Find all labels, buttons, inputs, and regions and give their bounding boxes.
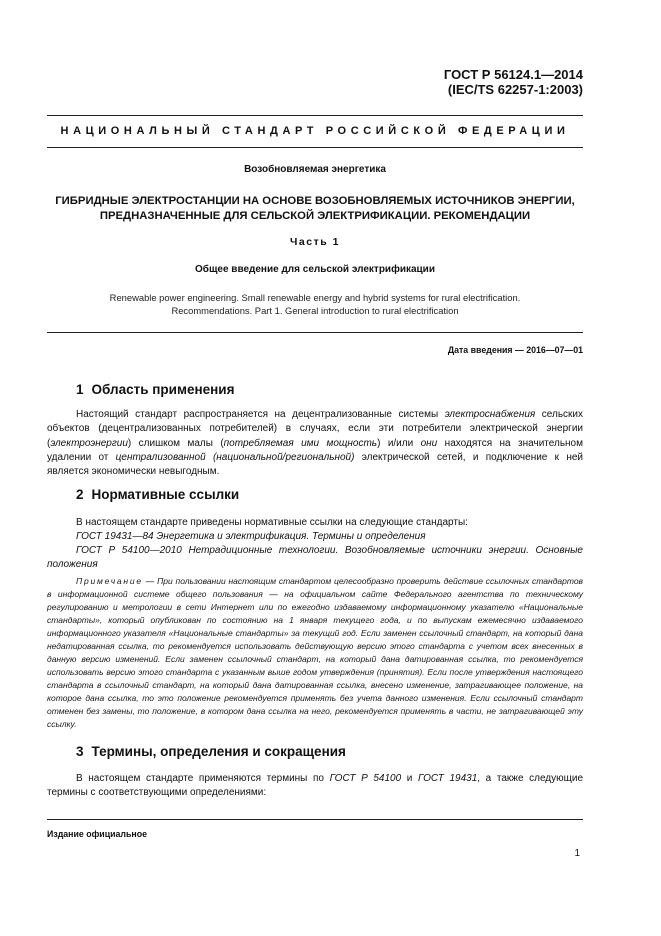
section-2-number: 2 [76, 487, 84, 502]
title-line-1: ГИБРИДНЫЕ ЭЛЕКТРОСТАНЦИИ НА ОСНОВЕ ВОЗОБНОВЛЯЕМЫХ ИСТОЧНИКОВ ЭНЕРГИИ, [55, 195, 575, 207]
top-rule [47, 115, 583, 116]
subject-heading: Возобновляемая энергетика [244, 164, 386, 175]
section-1-paragraph: Настоящий стандарт распространяется на децентрализованные системы электроснабжения сельских объектов (децентрализованных потребителей) в случаях, если эти потребители электрической энергии (электроэнергии) слишком малы (потребляемая ими мощность) и/или они находятся на значительном удалении от централизованной (национальной/региональной) электрической сетей, и подключение к ней является экономически невыгодным. [47, 409, 584, 478]
banner-rule [47, 147, 583, 148]
english-title-line-1: Renewable power engineering. Small renewable energy and hybrid systems for rural electrification. [109, 292, 521, 303]
page-number: 1 [574, 848, 580, 859]
section-2-title: Нормативные ссылки [91, 487, 240, 502]
document-title [47, 194, 583, 224]
national-standard-banner: НАЦИОНАЛЬНЫЙ СТАНДАРТ РОССИЙСКОЙ ФЕДЕРАЦИИ [60, 125, 570, 137]
section-2-intro: В настоящем стандарте приведены нормативные ссылки на следующие стандарты: [76, 517, 468, 528]
reference-gost-19431: ГОСТ 19431—84 Энергетика и электрификация. Термины и определения [76, 531, 426, 542]
section-1-heading [76, 382, 234, 397]
iec-number: (IEC/TS 62257-1:2003) [447, 82, 583, 97]
introduction-date: Дата введения — 2016—07—01 [447, 345, 583, 355]
section-1-number: 1 [76, 382, 84, 397]
english-title [47, 291, 583, 317]
references-note [47, 575, 583, 731]
gost-number: ГОСТ Р 56124.1—2014 [443, 67, 583, 82]
official-edition-label: Издание официальное [47, 829, 147, 839]
section-1-title: Область применения [91, 382, 235, 397]
section-2-heading [76, 487, 239, 502]
part-title: Общее введение для сельской электрификации [195, 264, 435, 275]
reference-gost-54100: ГОСТ Р 54100—2010 Нетрадиционные технологии. Возобновляемые источники энергии. Основные положения [47, 545, 583, 571]
note-text: — При пользовании настоящим стандартом целесообразно проверить действие ссылочных стандартов в информационной системе общего пользования — на официальном сайте Федерального агентства по техническому регулированию и метрологии в сети Интернет или по ежегодно издаваемому информационному указателю «Национальные стандарты», который опубликован по состоянию на 1 января текущего года, и по выпускам ежемесячно издаваемого информационного указателя «Национальные стандарты» за текущий год. Если заменен ссылочный стандарт, на который дана недатированная ссылка, то рекомендуется использовать действующую версию этого стандарта с учетом всех внесенных в данную версию изменений. Если заменен ссылочный стандарт, на который дана датированная ссылка, то рекомендуется использовать версию этого стандарта с указанным выше годом утверждения (принятия). Если после утверждения настоящего стандарта в ссылочный стандарт, на который дана датированная ссылка, внесено изменение, затрагивающее положение, на которое дана ссылка, то это положение рекомендуется применять без учета данного изменения. Если ссылочный стандарт отменен без замены, то положение, в котором дана ссылка на него, рекомендуется применять в части, не затрагивающей эту ссылку. [47, 576, 583, 729]
section-3-paragraph: В настоящем стандарте применяются термины по ГОСТ Р 54100 и ГОСТ 19431, а также следующие термины с соответствующими определениями: [47, 773, 584, 799]
title-line-2: ПРЕДНАЗНАЧЕННЫЕ ДЛЯ СЕЛЬСКОЙ ЭЛЕКТРИФИКАЦИИ. РЕКОМЕНДАЦИИ [99, 210, 531, 222]
part-label: Часть 1 [290, 236, 340, 248]
section-3-number: 3 [76, 744, 84, 759]
section-3-title: Термины, определения и сокращения [91, 744, 346, 759]
standard-identifier [444, 67, 583, 97]
note-lead: Примечание [76, 576, 143, 586]
footer-rule [47, 819, 583, 820]
section-3-heading [76, 744, 346, 759]
date-rule [47, 332, 583, 333]
english-title-line-2: Recommendations. Part 1. General introduction to rural electrification [171, 305, 459, 316]
